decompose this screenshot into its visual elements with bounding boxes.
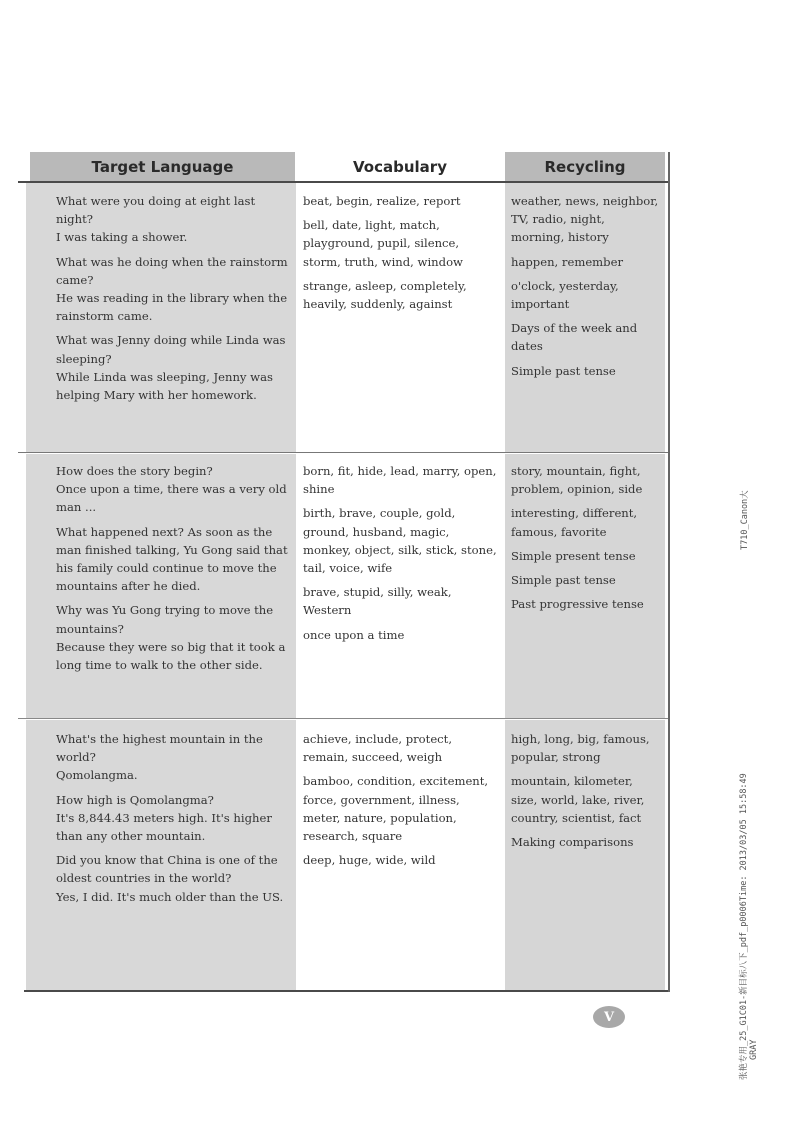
recycling-item: interesting, different, famous, favorite: [511, 506, 638, 539]
target-line: What was Jenny doing while Linda was sleeping?: [56, 333, 286, 366]
row2-vocabulary: [303, 462, 498, 644]
recycling-item: o'clock, yesterday, important: [511, 278, 619, 312]
vocab-item: once upon a time: [303, 627, 405, 642]
vocab-item: bamboo, condition, excitement, force, government, illness, meter, nature, population, research, square: [303, 774, 489, 844]
header-vocabulary: Vocabulary: [295, 152, 505, 182]
row3-target-item: [56, 851, 288, 906]
row3-target-item: [56, 791, 288, 846]
vocab-item: birth, brave, couple, gold, ground, husband, magic, monkey, object, silk, stick, stone, tail, voice, wife: [303, 506, 497, 576]
target-line: What happened next? As soon as the man finished talking, Yu Gong said that his family could continue to move the mountains after he died.: [56, 524, 288, 594]
vocab-item: strange, asleep, completely, heavily, suddenly, against: [303, 278, 467, 312]
row3-vocabulary: [303, 730, 498, 869]
vocab-item: achieve, include, protect, remain, succeed, weigh: [303, 732, 453, 765]
row3-target-item: [56, 730, 288, 785]
row1-target-item: [56, 331, 288, 404]
vocab-item: deep, huge, wide, wild: [303, 853, 436, 868]
target-line: What were you doing at eight last night?: [56, 194, 256, 227]
header-rule: [18, 181, 670, 183]
row1-recycling: [511, 192, 661, 380]
row1-target-item: [56, 192, 288, 247]
recycling-item: Days of the week and dates: [511, 321, 638, 354]
row2-target-language: [56, 462, 288, 674]
target-line: Because they were so big that it took a long time to walk to the other side.: [56, 639, 286, 673]
target-line: What was he doing when the rainstorm came?: [56, 254, 288, 287]
target-line: I was taking a shower.: [56, 230, 188, 245]
recycling-item: happen, remember: [511, 254, 623, 269]
recycling-item: Making comparisons: [511, 835, 634, 850]
row3-recycling: [511, 730, 661, 851]
page-number-badge: V: [593, 1006, 625, 1028]
bottom-rule: [24, 990, 670, 992]
row1-target-language: [56, 192, 288, 404]
target-line: While Linda was sleeping, Jenny was helping Mary with her homework.: [56, 369, 273, 403]
printer-log-text: 张艳专用_25_G1C01-新目标八下_pdf_p0006Time: 2013/03/05 15:58:49: [739, 773, 749, 1080]
target-line: It's 8,844.43 meters high. It's higher than any other mountain.: [56, 810, 272, 844]
row1-divider: [18, 452, 670, 453]
row2-target-item: [56, 601, 288, 674]
vocab-item: beat, begin, realize, report: [303, 194, 461, 208]
target-line: Why was Yu Gong trying to move the mountains?: [56, 603, 274, 636]
right-border: [668, 152, 670, 992]
target-line: He was reading in the library when the rainstorm came.: [56, 291, 288, 324]
recycling-item: mountain, kilometer, size, world, lake, river, country, scientist, fact: [511, 774, 645, 825]
target-line: Once upon a time, there was a very old man ...: [56, 482, 287, 515]
recycling-item: story, mountain, fight, problem, opinion, side: [511, 464, 643, 497]
row3-target-language: [56, 730, 288, 906]
recycling-item: Simple present tense: [511, 548, 636, 563]
recycling-item: Simple past tense: [511, 573, 616, 588]
target-line: Did you know that China is one of the oldest countries in the world?: [56, 853, 278, 886]
vocab-item: brave, stupid, silly, weak, Western: [303, 585, 452, 618]
row1-vocabulary: [303, 192, 498, 313]
header-target-language: Target Language: [30, 152, 295, 182]
target-line: How does the story begin?: [56, 464, 213, 478]
row1-target-item: [56, 253, 288, 326]
header-recycling: Recycling: [505, 152, 665, 182]
recycling-item: weather, news, neighbor, TV, radio, night, morning, history: [511, 194, 659, 245]
target-line: What's the highest mountain in the world?: [56, 732, 263, 765]
row2-recycling: [511, 462, 661, 613]
target-line: Qomolangma.: [56, 768, 138, 783]
target-line: How high is Qomolangma?: [56, 792, 214, 807]
target-line: Yes, I did. It's much older than the US.: [56, 889, 284, 904]
row2-target-item: [56, 462, 288, 517]
vocab-item: born, fit, hide, lead, marry, open, shine: [303, 464, 497, 497]
vocab-item: bell, date, light, match, playground, pupil, silence, storm, truth, wind, window: [303, 218, 463, 269]
printer-color-text: GRAY: [749, 1039, 759, 1060]
row2-target-item: [56, 523, 288, 596]
printer-mark-text: T710_Canon大: [740, 490, 750, 550]
recycling-item: Simple past tense: [511, 363, 616, 378]
row2-divider: [18, 718, 670, 719]
recycling-item: Past progressive tense: [511, 597, 644, 612]
recycling-item: high, long, big, famous, popular, strong: [511, 732, 650, 765]
